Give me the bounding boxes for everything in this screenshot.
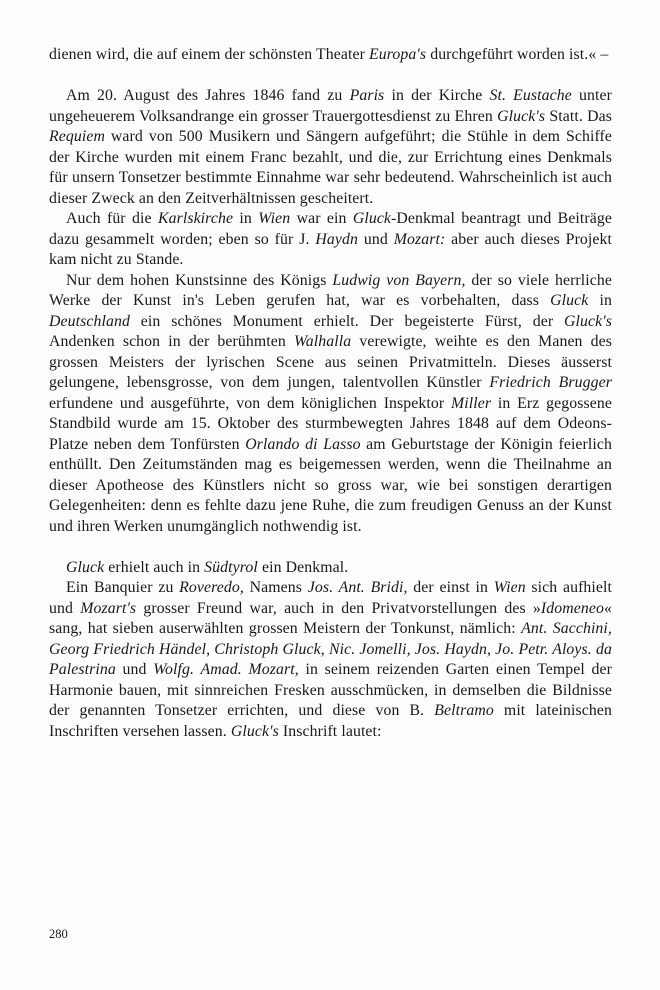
italic-text-segment: Gluck's [497,107,546,125]
italic-text-segment: Südtyrol [204,558,258,576]
italic-text-segment: Friedrich Brugger [489,374,612,391]
page-number: 280 [49,927,68,941]
text-segment: Ein Banquier zu [66,579,180,596]
paragraph [49,578,612,742]
text-segment: in [588,292,612,309]
text-segment: durchgeführt worden ist.« – [426,46,609,63]
italic-text-segment: Wien [258,210,291,227]
italic-text-segment: Beltramo [434,702,494,719]
italic-text-segment: Requiem [49,128,105,145]
text-segment: Statt. Das [545,107,613,125]
text-segment: ein Denkmal. [257,558,349,576]
paragraph [49,271,612,538]
italic-text-segment: Gluck [66,558,105,576]
italic-text-segment: Gluck's [564,312,612,330]
text-segment: unter ungeheuerem Volksandrange ein grosser Trauergottesdienst zu Ehren [49,87,613,125]
italic-text-segment: Miller [451,394,492,412]
text-segment: -Denkmal beantragt und Beiträge dazu gesammelt worden; eben so für J. [49,210,612,248]
italic-text-segment: Orlando di Lasso [245,435,361,453]
text-segment: der so viele herrliche Werke der Kunst in's Leben gerufen hat, war es vorbehalten, dass [49,271,612,309]
italic-text-segment: Karlskirche [157,210,234,227]
text-segment: der einst in [407,579,494,596]
italic-text-segment: Idomeneo [540,599,604,617]
text-segment: sich aufhielt und [49,579,613,617]
paragraph [49,45,612,66]
text-segment: und [358,230,394,248]
italic-text-segment: Roveredo, [179,579,244,596]
text-segment: erfundene und ausgeführte, von dem königlichen Inspektor [49,394,452,412]
italic-text-segment: Jos. Ant. Bridi, [307,579,408,596]
text-segment: in der Kirche [384,87,490,104]
paragraph [49,209,612,271]
italic-text-segment: Mozart: [393,230,446,248]
text-segment: Inschrift lautet: [278,722,382,740]
italic-text-segment: Walhalla [294,333,352,350]
text-segment: ein schönes Monument erhielt. Der begeisterte Fürst, der [129,312,565,330]
text-segment: dienen wird, die auf einem der schönsten Theater [49,46,369,63]
text-segment: in Erz gegossene Standbild wurde am 15. Oktober des sturmbewegten Jahres 1848 auf dem Odeons-Platze neben dem Tonfürsten [49,394,612,453]
italic-text-segment: Gluck [352,210,392,227]
italic-text-segment: Haydn [315,230,359,248]
italic-text-segment: Wien [493,579,526,596]
text-segment: war ein [290,210,353,227]
italic-text-segment: Gluck [550,292,589,309]
text-segment: ward von 500 Musikern und Sängern aufgeführt; die Stühle in dem Schiffe der Kirche wurden mit einem Franc bezahlt, und die, zur Errichtung eines Denkmals für unsern Tonsetzer bestimmte Einnahme war sehr bedeutend. Wahrscheinlich ist auch dieser Zweck an den Zeitverhältnissen gescheitert. [49,128,612,207]
paragraph [49,86,612,209]
text-segment: Auch für die [66,210,158,227]
italic-text-segment: Mozart's [80,599,137,617]
text-segment: « sang, hat sieben auserwählten grossen Meistern der Tonkunst, nämlich: [49,599,612,637]
italic-text-segment: Gluck's [230,722,279,740]
paragraph [49,558,612,579]
text-segment: Namens [243,579,308,596]
text-segment: und [115,661,154,678]
text-segment: erhielt auch in [104,558,205,576]
italic-text-segment: St. Eustache [489,87,572,104]
text-segment: am Geburtstage der Königin feierlich enthüllt. Den Zeitumständen mag es beigemessen werden, wenn die Theilnahme an dieser Apotheose des Künstlers nicht so gross war, wie bei sonstigen derartigen Gelegenheiten: denn es fehlte dazu jene Ruhe, die zum freudigen Genuss an der Kunst und ihren Werken unumgänglich nothwendig ist. [49,435,612,535]
italic-text-segment: Deutschland [49,312,130,330]
text-segment: mit lateinischen Inschriften versehen lassen. [49,702,613,740]
text-segment: Am 20. August des Jahres 1846 fand zu [66,87,350,104]
text-segment: verewigte, weihte es den Manen des grossen Meisters der lyrischen Scene aus seinen Privatmitteln. Dieses äusserst gelungene, lebensgrosse, von dem jungen, talentvollen Künstler [49,333,613,391]
text-segment: Nur dem hohen Kunstsinne des Königs [66,271,333,289]
italic-text-segment: Paris [349,87,385,104]
italic-text-segment: Ludwig von Bayern, [332,271,466,289]
text-segment: in [233,210,259,227]
text-segment: aber auch dieses Projekt kam nicht zu Stande. [49,230,613,268]
text-segment: Andenken schon in der berühmten [49,333,294,350]
italic-text-segment: Europa's [369,46,427,63]
text-segment: in seinem reizenden Garten einen Tempel der Harmonie bauen, mit sinnreichen Fresken ausschmücken, in demselben die Bildnisse der genannten Tonsetzer errichten, und diese von B. [49,661,613,719]
text-segment: grosser Freund war, auch in den Privatvorstellungen des » [136,599,541,617]
text-block [49,45,612,742]
italic-text-segment: Wolfg. Amad. Mozart, [153,661,299,678]
italic-text-segment: Ant. Sacchini, Georg Friedrich Händel, Christoph Gluck, Nic. Jomelli, Jos. Haydn, Jo. Petr. Aloys. da Palestrina [49,620,612,678]
